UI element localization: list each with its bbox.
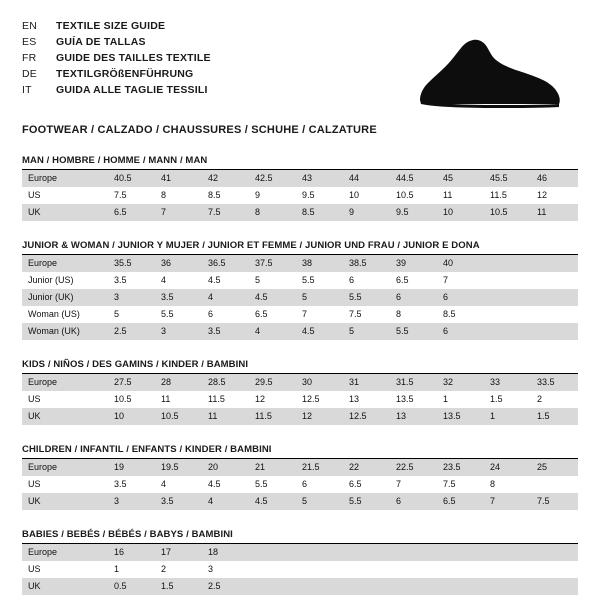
size-table-babies [22,544,578,595]
size-group-children [22,444,578,510]
language-row [22,66,211,82]
table-row [22,544,578,561]
size-cell: 38 [296,255,343,272]
size-cell: 8.5 [296,204,343,221]
size-cell: 28 [155,374,202,391]
size-cell: 33 [484,374,531,391]
size-cell: 0.5 [108,578,155,595]
size-cell: 10.5 [484,204,531,221]
size-group-babies [22,529,578,595]
size-cell: 45.5 [484,170,531,187]
size-cell [484,272,531,289]
size-cell: 23.5 [437,459,484,476]
size-cell: 5 [108,306,155,323]
size-cell: 10.5 [155,408,202,425]
size-group-kids [22,359,578,425]
size-cell: 9 [343,204,390,221]
size-cell: 1 [484,408,531,425]
size-cell: 5.5 [249,476,296,493]
size-cell: 44 [343,170,390,187]
group-title: BABIES / BEBÉS / BÉBÉS / BABYS / BAMBINI [22,529,578,544]
size-cell: 4.5 [249,493,296,510]
size-cell: 35.5 [108,255,155,272]
group-title: KIDS / NIÑOS / DES GAMINS / KINDER / BAMBINI [22,359,578,374]
row-label: UK [22,493,108,510]
group-title: JUNIOR & WOMAN / JUNIOR Y MUJER / JUNIOR ET FEMME / JUNIOR UND FRAU / JUNIOR E DONA [22,240,578,255]
document-header [22,18,578,110]
size-cell: 7 [437,272,484,289]
size-cell: 3.5 [108,476,155,493]
size-cell: 3 [155,323,202,340]
size-table-junior-woman [22,255,578,340]
size-cell: 11 [437,187,484,204]
size-cell: 11.5 [202,391,249,408]
size-cell-empty [390,561,437,578]
size-cell-empty [343,544,390,561]
size-cell: 5.5 [296,272,343,289]
size-cell-empty [343,561,390,578]
size-cell: 7.5 [531,493,578,510]
size-cell: 31.5 [390,374,437,391]
table-row [22,289,578,306]
size-cell: 22 [343,459,390,476]
language-title-list-body [22,18,211,98]
size-cell: 11 [155,391,202,408]
row-label: Woman (US) [22,306,108,323]
size-cell-empty [531,578,578,595]
row-label: Junior (US) [22,272,108,289]
size-cell: 4 [202,289,249,306]
size-cell [484,289,531,306]
size-cell: 41 [155,170,202,187]
size-group-man [22,155,578,221]
size-cell: 8.5 [437,306,484,323]
size-cell: 6.5 [437,493,484,510]
size-cell: 28.5 [202,374,249,391]
language-row [22,34,211,50]
size-cell: 19.5 [155,459,202,476]
size-table-kids [22,374,578,425]
size-cell: 6 [390,493,437,510]
size-cell: 6.5 [249,306,296,323]
size-cell: 11.5 [484,187,531,204]
size-cell: 45 [437,170,484,187]
size-cell: 25 [531,459,578,476]
size-cell [531,323,578,340]
size-cell: 4 [249,323,296,340]
size-cell: 3.5 [202,323,249,340]
size-cell: 1.5 [484,391,531,408]
size-cell: 43 [296,170,343,187]
size-cell: 4.5 [202,272,249,289]
row-label: Junior (UK) [22,289,108,306]
language-code: FR [22,52,37,64]
size-cell: 11 [202,408,249,425]
language-code: DE [22,68,37,80]
size-cell: 6 [202,306,249,323]
size-cell [531,306,578,323]
row-label: UK [22,204,108,221]
size-cell: 5.5 [155,306,202,323]
size-cell: 10 [108,408,155,425]
size-cell [484,306,531,323]
size-cell-empty [437,544,484,561]
size-cell [531,272,578,289]
row-label: UK [22,578,108,595]
row-label: Europe [22,255,108,272]
size-cell: 21 [249,459,296,476]
size-cell: 2 [531,391,578,408]
size-cell: 9.5 [390,204,437,221]
language-code: IT [22,84,32,96]
size-cell: 44.5 [390,170,437,187]
size-cell: 5 [249,272,296,289]
table-row [22,561,578,578]
table-row [22,374,578,391]
size-cell: 42 [202,170,249,187]
row-label: US [22,476,108,493]
table-row [22,272,578,289]
size-cell: 2 [155,561,202,578]
size-cell: 37.5 [249,255,296,272]
size-cell: 7 [296,306,343,323]
table-row [22,391,578,408]
size-cell: 11.5 [249,408,296,425]
size-cell: 8.5 [202,187,249,204]
size-cell: 2.5 [108,323,155,340]
size-cell: 5 [296,493,343,510]
size-cell: 4.5 [249,289,296,306]
size-cell: 6.5 [343,476,390,493]
size-cell: 6 [390,289,437,306]
size-cell-empty [296,578,343,595]
size-cell: 8 [390,306,437,323]
size-cell: 7 [484,493,531,510]
size-cell-empty [249,544,296,561]
size-cell: 13.5 [390,391,437,408]
row-label: US [22,187,108,204]
size-cell: 6 [437,323,484,340]
size-cell: 5 [296,289,343,306]
size-cell-empty [484,561,531,578]
size-cell: 10.5 [390,187,437,204]
size-cell: 5.5 [343,493,390,510]
table-row [22,255,578,272]
row-label: US [22,561,108,578]
row-label: Europe [22,459,108,476]
size-cell: 3.5 [155,289,202,306]
size-cell: 12 [531,187,578,204]
row-label: UK [22,408,108,425]
language-title: TEXTILE SIZE GUIDE [56,20,166,32]
size-cell: 39 [390,255,437,272]
size-cell: 9 [249,187,296,204]
table-row [22,493,578,510]
size-cell: 6.5 [390,272,437,289]
size-group-junior-woman [22,240,578,340]
size-cell: 7.5 [343,306,390,323]
size-cell [484,255,531,272]
language-code: ES [22,36,37,48]
table-row [22,408,578,425]
group-title: CHILDREN / INFANTIL / ENFANTS / KINDER / BAMBINI [22,444,578,459]
size-cell: 22.5 [390,459,437,476]
size-cell [484,323,531,340]
size-cell: 1.5 [155,578,202,595]
size-cell: 10 [437,204,484,221]
size-cell-empty [296,544,343,561]
size-cell: 3 [202,561,249,578]
size-cell: 3 [108,493,155,510]
size-cell: 38.5 [343,255,390,272]
size-cell: 12.5 [296,391,343,408]
size-cell: 9.5 [296,187,343,204]
language-code: EN [22,20,37,32]
size-cell: 3.5 [155,493,202,510]
size-cell: 6 [343,272,390,289]
size-cell: 12 [296,408,343,425]
language-title-list [22,18,211,98]
size-cell: 8 [249,204,296,221]
table-row [22,578,578,595]
size-cell [531,255,578,272]
size-cell: 36 [155,255,202,272]
size-cell-empty [343,578,390,595]
size-cell: 24 [484,459,531,476]
size-cell: 13.5 [437,408,484,425]
size-cell: 20 [202,459,249,476]
size-cell: 10 [343,187,390,204]
size-cell [531,289,578,306]
row-label: Europe [22,544,108,561]
size-cell: 4 [155,476,202,493]
language-row [22,18,211,34]
size-cell-empty [296,561,343,578]
size-cell: 16 [108,544,155,561]
size-cell: 32 [437,374,484,391]
language-title: TEXTILGRÖßENFÜHRUNG [56,68,194,80]
size-cell: 7 [155,204,202,221]
size-cell-empty [437,561,484,578]
size-cell-empty [390,544,437,561]
size-cell-empty [390,578,437,595]
size-cell: 8 [155,187,202,204]
size-cell: 40.5 [108,170,155,187]
size-cell: 4.5 [202,476,249,493]
size-cell: 12 [249,391,296,408]
size-cell-empty [249,578,296,595]
size-cell: 40 [437,255,484,272]
size-cell: 2.5 [202,578,249,595]
size-table-man [22,170,578,221]
size-cell-empty [531,561,578,578]
size-cell: 1.5 [531,408,578,425]
language-title: GUIDA ALLE TAGLIE TESSILI [56,84,208,96]
language-title: GUÍA DE TALLAS [56,36,146,48]
group-title: MAN / HOMBRE / HOMME / MANN / MAN [22,155,578,170]
size-cell: 7.5 [108,187,155,204]
size-cell-empty [249,561,296,578]
table-row [22,204,578,221]
table-row [22,170,578,187]
dress-shoe-icon [376,34,566,114]
size-cell: 4 [202,493,249,510]
size-cell: 36.5 [202,255,249,272]
size-cell: 8 [484,476,531,493]
size-cell: 7 [390,476,437,493]
size-cell: 33.5 [531,374,578,391]
size-cell: 3.5 [108,272,155,289]
size-table-children [22,459,578,510]
size-cell: 5 [343,323,390,340]
page-title: FOOTWEAR / CALZADO / CHAUSSURES / SCHUHE / CALZATURE [22,124,377,136]
size-cell: 12.5 [343,408,390,425]
table-row [22,459,578,476]
size-cell: 1 [437,391,484,408]
size-cell: 17 [155,544,202,561]
size-cell [531,476,578,493]
size-cell: 31 [343,374,390,391]
size-cell: 7.5 [202,204,249,221]
table-row [22,323,578,340]
size-cell: 30 [296,374,343,391]
size-cell: 13 [343,391,390,408]
language-row [22,82,211,98]
language-row [22,50,211,66]
size-cell-empty [484,544,531,561]
language-title: GUIDE DES TAILLES TEXTILE [56,52,211,64]
row-label: Europe [22,170,108,187]
size-cell: 5.5 [390,323,437,340]
size-cell: 4 [155,272,202,289]
size-cell: 46 [531,170,578,187]
size-cell-empty [531,544,578,561]
size-cell: 1 [108,561,155,578]
size-cell-empty [484,578,531,595]
size-cell-empty [437,578,484,595]
table-row [22,306,578,323]
size-cell: 5.5 [343,289,390,306]
size-cell: 7.5 [437,476,484,493]
size-cell: 4.5 [296,323,343,340]
size-cell: 6 [296,476,343,493]
table-row [22,476,578,493]
size-cell: 10.5 [108,391,155,408]
size-cell: 18 [202,544,249,561]
size-cell: 6.5 [108,204,155,221]
table-row [22,187,578,204]
size-cell: 21.5 [296,459,343,476]
size-cell: 42.5 [249,170,296,187]
row-label: Woman (UK) [22,323,108,340]
row-label: US [22,391,108,408]
size-cell: 11 [531,204,578,221]
size-cell: 6 [437,289,484,306]
size-cell: 13 [390,408,437,425]
size-cell: 3 [108,289,155,306]
row-label: Europe [22,374,108,391]
size-cell: 19 [108,459,155,476]
size-cell: 29.5 [249,374,296,391]
size-cell: 27.5 [108,374,155,391]
